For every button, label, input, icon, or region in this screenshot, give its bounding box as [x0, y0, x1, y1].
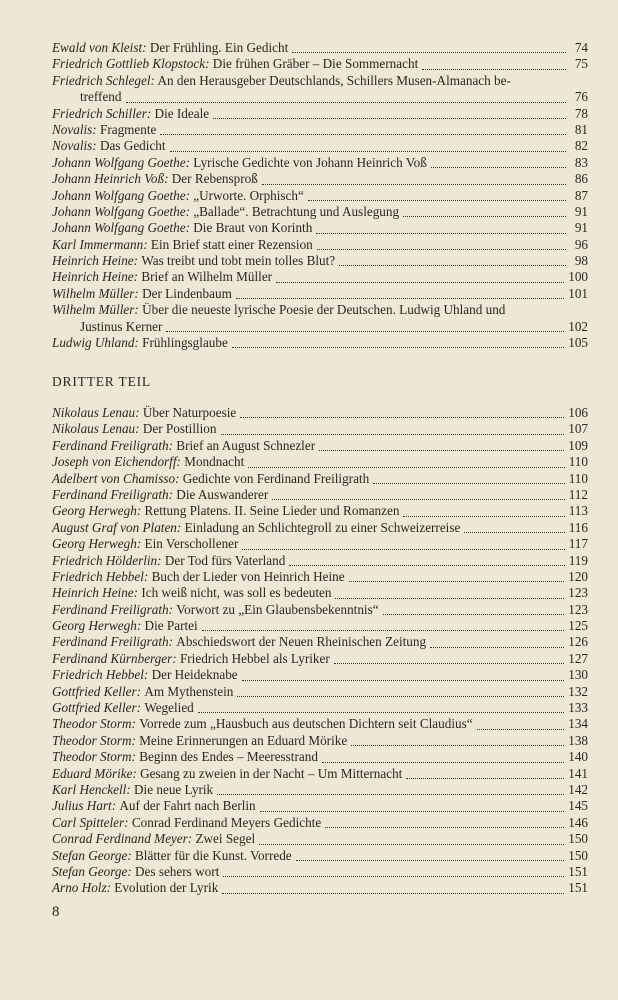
entry-page-number: 116 — [568, 519, 588, 535]
entry-author: Georg Herwegh: — [52, 503, 142, 519]
entry-title: Der Tod fürs Vaterland — [164, 552, 286, 568]
entry-page-number: 151 — [568, 863, 588, 879]
toc-entry — [52, 405, 588, 421]
table-of-contents-part-two — [52, 40, 588, 351]
entry-page-number: 138 — [568, 732, 588, 748]
entry-title: An den Herausgeber Deutschlands, Schillers Musen-Almanach be- — [157, 72, 511, 88]
entry-page-number: 109 — [568, 437, 588, 453]
entry-author: Ferdinand Kürnberger: — [52, 650, 177, 666]
dot-leader — [223, 875, 564, 877]
entry-author: Johann Wolfgang Goethe: — [52, 187, 190, 203]
entry-page-number: 91 — [574, 203, 588, 219]
toc-entry — [52, 651, 588, 667]
entry-author: Gottfried Keller: — [52, 700, 142, 716]
entry-title: Evolution der Lyrik — [114, 880, 219, 896]
entry-title: Am Mythenstein — [144, 683, 234, 699]
entry-title-continuation: treffend — [80, 89, 122, 105]
entry-author: Stefan George: — [52, 847, 132, 863]
entry-page-number: 98 — [574, 253, 588, 269]
entry-title: Der Heideknabe — [151, 667, 238, 683]
toc-entry — [52, 204, 588, 220]
entry-page-number: 113 — [568, 503, 588, 519]
dot-leader — [272, 498, 564, 500]
entry-author: Nikolaus Lenau: — [52, 421, 140, 437]
entry-author: Theodor Storm: — [52, 716, 136, 732]
entry-page-number: 150 — [568, 831, 588, 847]
entry-title: Was treibt und tobt mein tolles Blut? — [141, 253, 336, 269]
toc-entry — [52, 864, 588, 880]
dot-leader — [383, 613, 565, 615]
entry-page-number: 123 — [568, 601, 588, 617]
dot-leader — [160, 133, 566, 135]
dot-leader — [222, 892, 564, 894]
entry-title: Über die neueste lyrische Poesie der Deutschen. Ludwig Uhland und — [142, 302, 506, 318]
entry-page-number: 120 — [568, 568, 588, 584]
entry-page-number: 145 — [568, 798, 588, 814]
entry-title: Abschiedswort der Neuen Rheinischen Zeitung — [176, 634, 427, 650]
entry-title: Der Rebensproß — [171, 171, 258, 187]
entry-page-number: 107 — [568, 421, 588, 437]
dot-leader — [259, 843, 564, 845]
dot-leader — [126, 101, 567, 103]
entry-title: Frühlingsglaube — [142, 335, 228, 351]
page-number: 8 — [52, 904, 60, 920]
entry-author: Friedrich Schlegel: — [52, 72, 155, 88]
entry-author: Georg Herwegh: — [52, 536, 142, 552]
toc-entry — [52, 253, 588, 269]
entry-page-number: 101 — [568, 285, 588, 301]
entry-title: Über Naturpoesie — [142, 404, 237, 420]
entry-page-number: 141 — [568, 765, 588, 781]
entry-title: Zwei Segel — [195, 831, 256, 847]
entry-author: Nikolaus Lenau: — [52, 404, 140, 420]
dot-leader — [335, 597, 564, 599]
entry-title: Rettung Platens. II. Seine Lieder und Romanzen — [144, 503, 400, 519]
entry-author: Karl Immermann: — [52, 236, 148, 252]
entry-title: Ein Brief statt einer Rezension — [150, 236, 313, 252]
entry-title: Der Lindenbaum — [142, 285, 232, 301]
entry-author: Johann Wolfgang Goethe: — [52, 203, 190, 219]
entry-title: Mondnacht — [184, 454, 245, 470]
entry-title: Blätter für die Kunst. Vorrede — [135, 847, 292, 863]
entry-author: August Graf von Platen: — [52, 519, 182, 535]
toc-entry — [52, 122, 588, 138]
entry-author: Ferdinand Freiligrath: — [52, 437, 173, 453]
dot-leader — [430, 646, 564, 648]
entry-author: Friedrich Hebbel: — [52, 568, 149, 584]
entry-author: Friedrich Gottlieb Klopstock: — [52, 56, 210, 72]
dot-leader — [166, 330, 564, 332]
dot-leader — [403, 215, 566, 217]
dot-leader — [242, 548, 564, 550]
entry-page-number: 76 — [574, 89, 588, 105]
toc-entry — [52, 831, 588, 847]
entry-title: Beginn des Endes – Meeresstrand — [139, 749, 318, 765]
entry-page-number: 150 — [568, 847, 588, 863]
entry-title: „Urworte. Orphisch“ — [193, 187, 304, 203]
entry-page-number: 81 — [574, 121, 588, 137]
toc-entry — [52, 286, 588, 302]
entry-author: Johann Wolfgang Goethe: — [52, 154, 190, 170]
toc-entry — [52, 269, 588, 285]
entry-title: Wegelied — [144, 700, 194, 716]
entry-page-number: 127 — [568, 650, 588, 666]
entry-author: Adelbert von Chamisso: — [52, 470, 180, 486]
entry-page-number: 106 — [568, 404, 588, 420]
entry-author: Johann Heinrich Voß: — [52, 171, 169, 187]
entry-author: Novalis: — [52, 121, 97, 137]
dot-leader — [316, 232, 566, 234]
entry-author: Carl Spitteler: — [52, 814, 129, 830]
entry-author: Ludwig Uhland: — [52, 335, 139, 351]
toc-entry — [52, 40, 588, 56]
toc-entry — [52, 421, 588, 437]
toc-entry — [52, 171, 588, 187]
entry-page-number: 82 — [574, 138, 588, 154]
toc-entry — [52, 766, 588, 782]
dot-leader — [262, 183, 566, 185]
toc-entry — [52, 155, 588, 171]
entry-page-number: 132 — [568, 683, 588, 699]
dot-leader — [308, 199, 566, 201]
toc-entry — [52, 716, 588, 732]
dot-leader — [217, 793, 564, 795]
entry-title: Das Gedicht — [100, 138, 166, 154]
toc-entry — [52, 553, 588, 569]
entry-author: Ferdinand Freiligrath: — [52, 486, 173, 502]
entry-title: Die Auswanderer — [176, 486, 269, 502]
entry-page-number: 142 — [568, 781, 588, 797]
entry-title-continuation: Justinus Kerner — [80, 318, 163, 334]
entry-title: Friedrich Hebbel als Lyriker — [179, 650, 330, 666]
toc-entry — [52, 56, 588, 72]
dot-leader — [322, 761, 564, 763]
entry-author: Conrad Ferdinand Meyer: — [52, 831, 193, 847]
toc-entry — [52, 585, 588, 601]
entry-page-number: 126 — [568, 634, 588, 650]
entry-page-number: 110 — [568, 470, 588, 486]
entry-page-number: 112 — [568, 486, 588, 502]
entry-title: Vorwort zu „Ein Glaubensbekenntnis“ — [176, 601, 379, 617]
entry-title: Conrad Ferdinand Meyers Gedichte — [131, 814, 322, 830]
dot-leader — [221, 433, 565, 435]
entry-page-number: 123 — [568, 585, 588, 601]
entry-page-number: 117 — [568, 536, 588, 552]
entry-title: Die frühen Gräber – Die Sommernacht — [212, 56, 419, 72]
entry-author: Joseph von Eichendorff: — [52, 454, 181, 470]
dot-leader — [292, 51, 566, 53]
entry-author: Heinrich Heine: — [52, 269, 139, 285]
toc-entry — [52, 220, 588, 236]
entry-author: Theodor Storm: — [52, 749, 136, 765]
entry-title: „Ballade“. Betrachtung und Auslegung — [193, 203, 400, 219]
toc-entry — [52, 335, 588, 351]
entry-title: Die Partei — [144, 618, 198, 634]
dot-leader — [170, 150, 566, 152]
toc-entry — [52, 487, 588, 503]
entry-author: Heinrich Heine: — [52, 253, 139, 269]
entry-page-number: 130 — [568, 667, 588, 683]
toc-entry — [52, 503, 588, 519]
toc-entry — [52, 438, 588, 454]
entry-title: Buch der Lieder von Heinrich Heine — [151, 568, 345, 584]
entry-title: Vorrede zum „Hausbuch aus deutschen Dichtern seit Claudius“ — [139, 716, 473, 732]
entry-author: Karl Henckell: — [52, 781, 131, 797]
entry-author: Georg Herwegh: — [52, 618, 142, 634]
dot-leader — [198, 711, 564, 713]
entry-author: Heinrich Heine: — [52, 585, 139, 601]
toc-entry — [52, 749, 588, 765]
entry-author: Friedrich Hölderlin: — [52, 552, 162, 568]
dot-leader — [373, 482, 565, 484]
dot-leader — [248, 466, 564, 468]
entry-author: Novalis: — [52, 138, 97, 154]
dot-leader — [325, 826, 564, 828]
dot-leader — [334, 662, 564, 664]
entry-page-number: 125 — [568, 618, 588, 634]
entry-title: Des sehers wort — [135, 863, 220, 879]
dot-leader — [213, 117, 566, 119]
entry-page-number: 96 — [574, 236, 588, 252]
entry-page-number: 91 — [574, 220, 588, 236]
toc-entry — [52, 848, 588, 864]
dot-leader — [351, 744, 564, 746]
entry-page-number: 86 — [574, 171, 588, 187]
dot-leader — [296, 859, 565, 861]
entry-page-number: 102 — [568, 318, 588, 334]
entry-title: Die Braut von Korinth — [193, 220, 313, 236]
entry-author: Arno Holz: — [52, 880, 111, 896]
entry-title: Ich weiß nicht, was soll es bedeuten — [141, 585, 332, 601]
entry-page-number: 110 — [568, 454, 588, 470]
entry-author: Ewald von Kleist: — [52, 39, 147, 55]
toc-entry — [52, 471, 588, 487]
dot-leader — [236, 297, 564, 299]
dot-leader — [477, 728, 565, 730]
entry-page-number: 83 — [574, 154, 588, 170]
dot-leader — [422, 68, 566, 70]
entry-title: Fragmente — [100, 121, 157, 137]
entry-title: Die Ideale — [154, 105, 210, 121]
section-heading: DRITTER TEIL — [52, 374, 151, 389]
toc-entry — [52, 667, 588, 683]
dot-leader — [403, 515, 564, 517]
entry-author: Julius Hart: — [52, 798, 117, 814]
dot-leader — [339, 264, 566, 266]
toc-entry — [52, 188, 588, 204]
entry-title: Einladung an Schlichtegroll zu einer Schweizerreise — [184, 519, 461, 535]
toc-entry — [52, 73, 588, 106]
table-of-contents-part-three — [52, 405, 588, 897]
dot-leader — [464, 531, 564, 533]
entry-title: Der Postillion — [142, 421, 217, 437]
entry-author: Wilhelm Müller: — [52, 285, 139, 301]
toc-entry — [52, 880, 588, 896]
entry-title: Brief an Wilhelm Müller — [141, 269, 273, 285]
toc-entry — [52, 520, 588, 536]
entry-page-number: 151 — [568, 880, 588, 896]
toc-entry — [52, 302, 588, 335]
toc-entry — [52, 700, 588, 716]
toc-entry — [52, 237, 588, 253]
dot-leader — [260, 810, 565, 812]
entry-title: Die neue Lyrik — [134, 781, 214, 797]
entry-title: Der Frühling. Ein Gedicht — [149, 39, 289, 55]
toc-entry — [52, 798, 588, 814]
entry-author: Theodor Storm: — [52, 732, 136, 748]
entry-author: Ferdinand Freiligrath: — [52, 601, 173, 617]
toc-entry — [52, 138, 588, 154]
dot-leader — [232, 346, 564, 348]
entry-title: Meine Erinnerungen an Eduard Mörike — [139, 732, 348, 748]
entry-page-number: 133 — [568, 700, 588, 716]
dot-leader — [406, 777, 564, 779]
entry-author: Wilhelm Müller: — [52, 302, 139, 318]
entry-author: Gottfried Keller: — [52, 683, 142, 699]
entry-page-number: 87 — [574, 187, 588, 203]
entry-title: Ein Verschollener — [144, 536, 239, 552]
toc-entry — [52, 684, 588, 700]
dot-leader — [242, 679, 565, 681]
entry-title: Brief an August Schnezler — [176, 437, 316, 453]
toc-entry — [52, 106, 588, 122]
dot-leader — [202, 629, 565, 631]
entry-page-number: 119 — [568, 552, 588, 568]
entry-page-number: 78 — [574, 105, 588, 121]
entry-title: Lyrische Gedichte von Johann Heinrich Voß — [193, 154, 427, 170]
entry-page-number: 105 — [568, 335, 588, 351]
dot-leader — [431, 166, 566, 168]
toc-entry — [52, 569, 588, 585]
toc-entry — [52, 618, 588, 634]
dot-leader — [319, 449, 564, 451]
entry-page-number: 140 — [568, 749, 588, 765]
entry-author: Friedrich Schiller: — [52, 105, 152, 121]
entry-page-number: 75 — [574, 56, 588, 72]
toc-entry — [52, 815, 588, 831]
entry-author: Friedrich Hebbel: — [52, 667, 149, 683]
entry-page-number: 146 — [568, 814, 588, 830]
toc-entry — [52, 536, 588, 552]
dot-leader — [276, 281, 564, 283]
dot-leader — [240, 416, 564, 418]
entry-author: Johann Wolfgang Goethe: — [52, 220, 190, 236]
dot-leader — [349, 580, 565, 582]
entry-author: Ferdinand Freiligrath: — [52, 634, 173, 650]
entry-author: Stefan George: — [52, 863, 132, 879]
dot-leader — [317, 248, 566, 250]
entry-page-number: 74 — [574, 39, 588, 55]
entry-page-number: 134 — [568, 716, 588, 732]
toc-entry — [52, 454, 588, 470]
toc-entry — [52, 733, 588, 749]
toc-entry — [52, 602, 588, 618]
toc-entry — [52, 634, 588, 650]
entry-page-number: 100 — [568, 269, 588, 285]
entry-author: Eduard Mörike: — [52, 765, 137, 781]
toc-entry — [52, 782, 588, 798]
entry-title: Gedichte von Ferdinand Freiligrath — [182, 470, 370, 486]
entry-title: Auf der Fahrt nach Berlin — [119, 798, 256, 814]
dot-leader — [289, 564, 564, 566]
dot-leader — [237, 695, 564, 697]
entry-title: Gesang zu zweien in der Nacht – Um Mitternacht — [140, 765, 403, 781]
